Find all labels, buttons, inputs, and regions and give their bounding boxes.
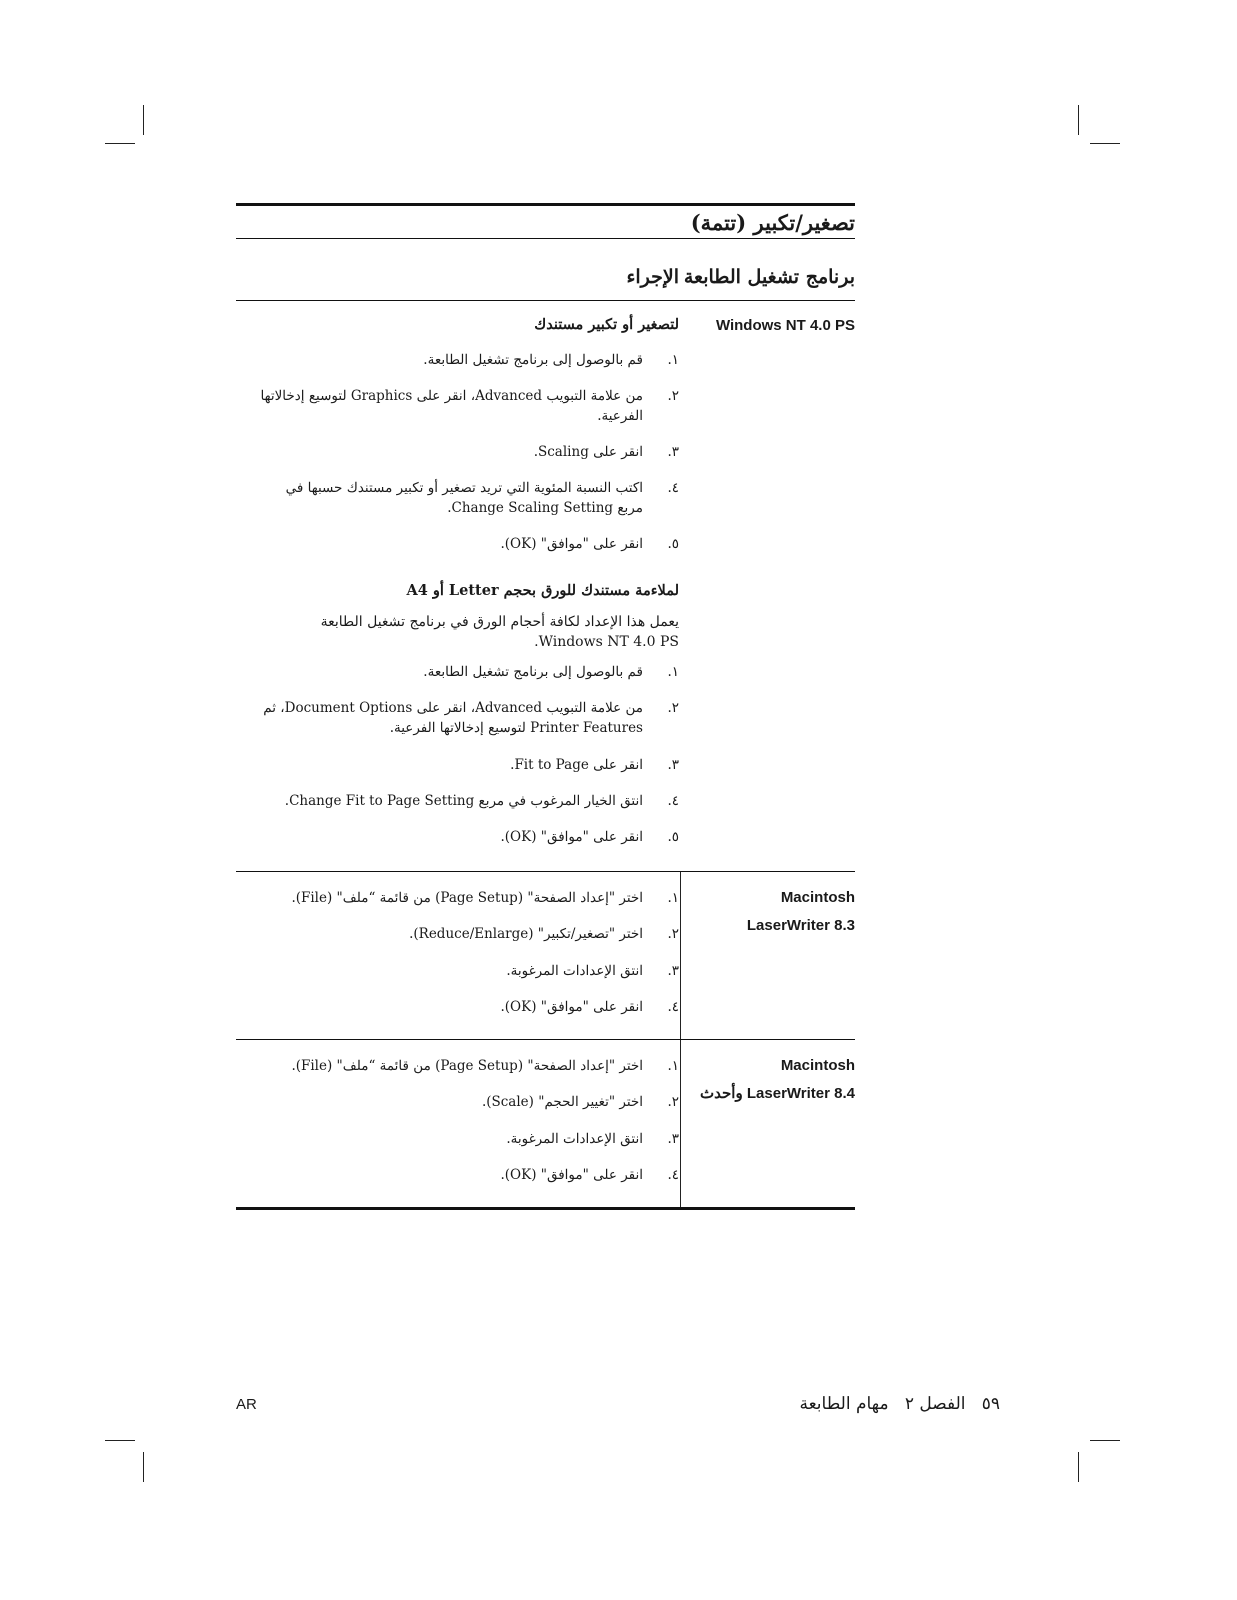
list-item — [259, 386, 679, 426]
list-item — [259, 888, 679, 908]
step-text: انقر على Fit to Page. — [510, 757, 643, 773]
step-text: من علامة التبويب Advanced، انقر على Graphics لتوسيع إدخالاتها الفرعية. — [260, 388, 643, 424]
list-item — [259, 1165, 679, 1185]
header-procedure: الإجراء — [626, 266, 679, 288]
list-item — [259, 997, 679, 1017]
header-rule — [236, 300, 855, 301]
list-item — [259, 478, 679, 518]
crop-mark — [1090, 143, 1120, 144]
crop-mark — [1090, 1440, 1120, 1441]
step-number: ١. — [667, 890, 679, 906]
list-item — [259, 698, 679, 738]
list-item — [259, 350, 679, 370]
driver-line: Macintosh — [780, 1057, 855, 1074]
list-item — [259, 1056, 679, 1076]
driver-line: Windows NT 4.0 PS — [715, 317, 855, 334]
driver-line: LaserWriter 8.3 — [746, 917, 855, 934]
step-text: قم بالوصول إلى برنامج تشغيل الطابعة. — [423, 664, 643, 680]
section-rule — [236, 1039, 855, 1040]
list-item — [259, 442, 679, 462]
step-number: ١. — [667, 664, 679, 680]
list-item — [259, 1129, 679, 1149]
step-number: ٤. — [667, 480, 679, 496]
footer-page-info — [799, 1394, 1000, 1414]
step-text: اكتب النسبة المئوية التي تريد تصغير أو تكبير مستندك حسبها في مربع Change Scaling Setting. — [285, 480, 643, 516]
step-number: ٢. — [667, 388, 679, 404]
step-text: اختر "إعداد الصفحة" (Page Setup) من قائمة “ملف" (File). — [291, 1058, 643, 1074]
step-text: من علامة التبويب Advanced، انقر على Document Options، ثم Printer Features لتوسيع إدخالاتها الفرعية. — [263, 700, 643, 736]
footer-language: AR — [236, 1396, 257, 1413]
step-number: ٣. — [667, 1131, 679, 1147]
driver-line: Macintosh — [780, 889, 855, 906]
step-text: انتق الإعدادات المرغوبة. — [506, 1131, 643, 1147]
bottom-rule — [236, 1207, 855, 1210]
crop-mark — [105, 1440, 135, 1441]
step-number: ١. — [667, 1058, 679, 1074]
crop-mark — [143, 1452, 144, 1482]
step-number: ٤. — [667, 1167, 679, 1183]
driver-windows-nt — [716, 312, 855, 340]
list-item — [259, 827, 679, 847]
list-item — [259, 755, 679, 775]
step-number: ٤. — [667, 793, 679, 809]
step-number: ٤. — [667, 999, 679, 1015]
list-item — [259, 961, 679, 981]
title-rule — [236, 238, 855, 239]
section-rule — [236, 871, 855, 872]
list-item — [259, 662, 679, 682]
step-number: ١. — [667, 352, 679, 368]
list-item — [259, 534, 679, 554]
step-number: ٢. — [667, 700, 679, 716]
crop-mark — [1078, 1452, 1079, 1482]
step-text: انقر على "موافق" (OK). — [500, 829, 643, 845]
step-number: ٥. — [667, 536, 679, 552]
step-text: انقر على "موافق" (OK). — [500, 536, 643, 552]
list-item — [259, 791, 679, 811]
step-text: اختر "إعداد الصفحة" (Page Setup) من قائمة “ملف" (File). — [291, 890, 643, 906]
step-text: انتق الخيار المرغوب في مربع Change Fit to Page Setting. — [284, 793, 643, 809]
step-text: قم بالوصول إلى برنامج تشغيل الطابعة. — [423, 352, 643, 368]
step-number: ٢. — [667, 1094, 679, 1110]
step-number: ٥. — [667, 829, 679, 845]
subheading-scale: لتصغير أو تكبير مستندك — [534, 316, 679, 333]
top-rule — [236, 203, 855, 206]
crop-mark — [1078, 105, 1079, 135]
step-number: ٣. — [667, 963, 679, 979]
step-number: ٣. — [667, 444, 679, 460]
page-title: تصغير/تكبير (تتمة) — [690, 210, 855, 235]
step-text: انتق الإعدادات المرغوبة. — [506, 963, 643, 979]
step-text: انقر على "موافق" (OK). — [500, 1167, 643, 1183]
step-text: اختر "تصغير/تكبير" (Reduce/Enlarge). — [409, 926, 643, 942]
chapter-label: الفصل ٢ — [904, 1394, 966, 1414]
section-paragraph: يعمل هذا الإعداد لكافة أحجام الورق في برنامج تشغيل الطابعة Windows NT 4.0 PS. — [320, 614, 679, 650]
step-text: اختر "تغيير الحجم" (Scale). — [481, 1094, 643, 1110]
driver-line: LaserWriter 8.4 وأحدث — [700, 1085, 855, 1102]
column-divider — [680, 872, 681, 1208]
crop-mark — [105, 143, 135, 144]
chapter-topic: مهام الطابعة — [799, 1394, 889, 1414]
crop-mark — [143, 105, 144, 135]
list-item — [259, 924, 679, 944]
subheading-fit: لملاءمة مستندك للورق بحجم Letter أو A4 — [406, 582, 679, 599]
step-number: ٣. — [667, 757, 679, 773]
step-text: انقر على "موافق" (OK). — [500, 999, 643, 1015]
list-item — [259, 1092, 679, 1112]
step-text: انقر على Scaling. — [533, 444, 643, 460]
step-number: ٢. — [667, 926, 679, 942]
driver-laserwriter-84 — [700, 1052, 855, 1108]
page-number: ٥٩ — [981, 1394, 1000, 1414]
header-driver: برنامج تشغيل الطابعة — [683, 266, 855, 288]
driver-laserwriter-83 — [747, 884, 855, 940]
